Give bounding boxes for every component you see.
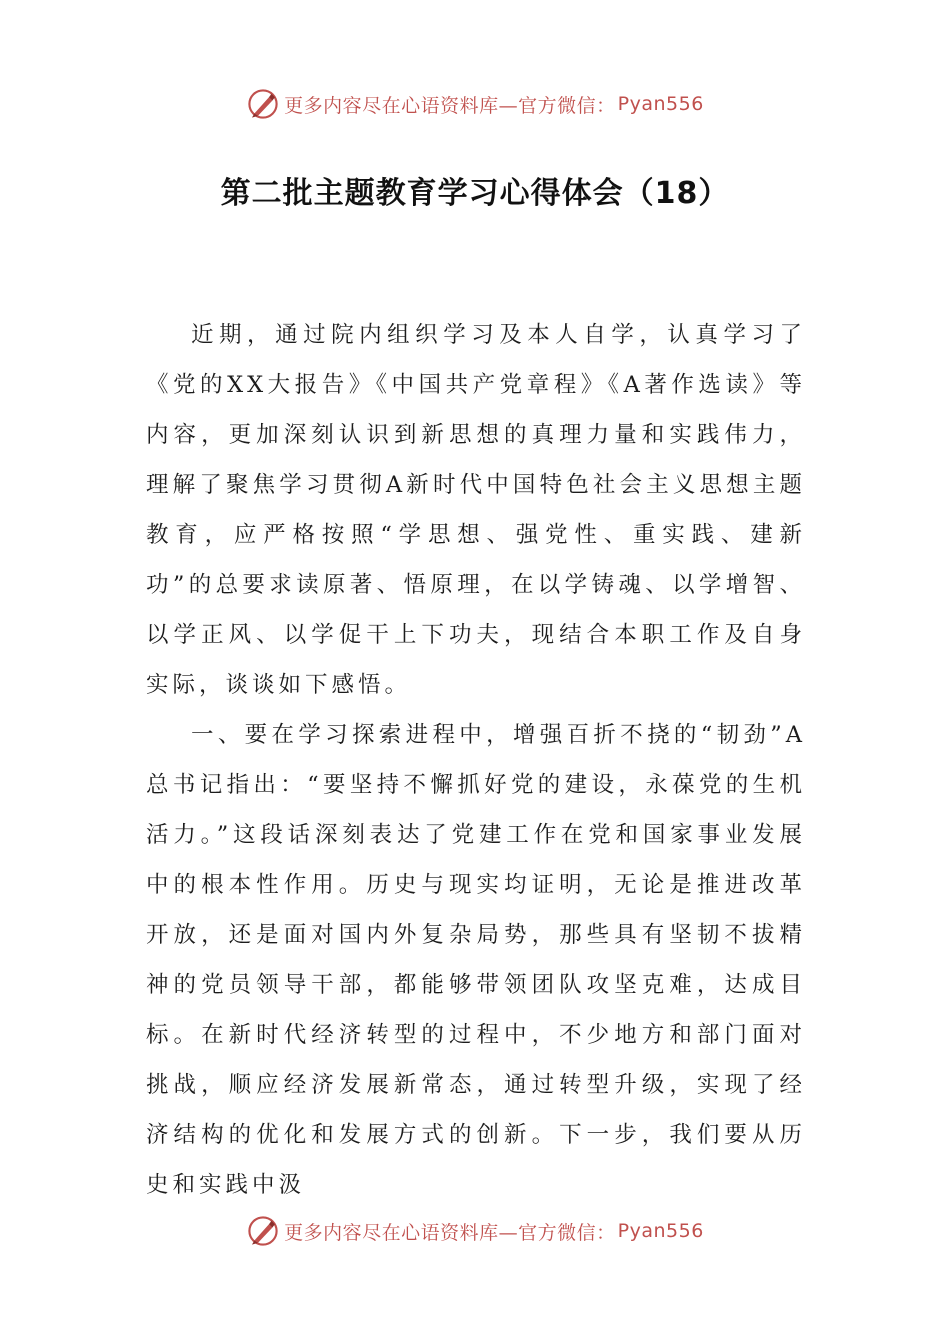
document-title: 第二批主题教育学习心得体会（18） [220, 176, 730, 211]
pen-logo-icon [246, 1214, 280, 1248]
header-watermark [0, 84, 950, 124]
watermark-text: 更多内容尽在心语资料库—官方微信： [284, 1221, 616, 1244]
pen-logo-icon [246, 87, 280, 121]
paragraph-section-one: 一、要在学习探索进程中，增强百折不挠的“韧劲”A总书记指出：“要坚持不懈抓好党的建设，永葆党的生机活力。”这段话深刻表达了党建工作在党和国家事业发展中的根本性作用。历史与现实均证明，无论是推进改革开放，还是面对国内外复杂局势，那些具有坚韧不拔精神的党员领导干部，都能够带领团队攻坚克难，达成目标。在新时代经济转型的过程中，不少地方和部门面对挑战，顺应经济发展新常态，通过转型升级，实现了经济结构的优化和发展方式的创新。下一步，我们要从历史和实践中汲 [146, 722, 806, 1198]
paragraph-intro: 近期，通过院内组织学习及本人自学，认真学习了《党的XX大报告》《中国共产党章程》《A著作选读》等内容，更加深刻认识到新思想的真理力量和实践伟力，理解了聚焦学习贯彻A新时代中国特色社会主义思想主题教育，应严格按照“学思想、强党性、重实践、建新功”的总要求读原著、悟原理，在以学铸魂、以学增智、以学正风、以学促干上下功夫，现结合本职工作及自身实际，谈谈如下感悟。 [146, 322, 806, 698]
watermark-wechat-id: Pyan556 [617, 1220, 704, 1242]
watermark-wechat-id: Pyan556 [617, 93, 704, 115]
footer-watermark [0, 1211, 950, 1251]
document-body [146, 310, 806, 1210]
watermark-text: 更多内容尽在心语资料库—官方微信： [284, 94, 616, 117]
